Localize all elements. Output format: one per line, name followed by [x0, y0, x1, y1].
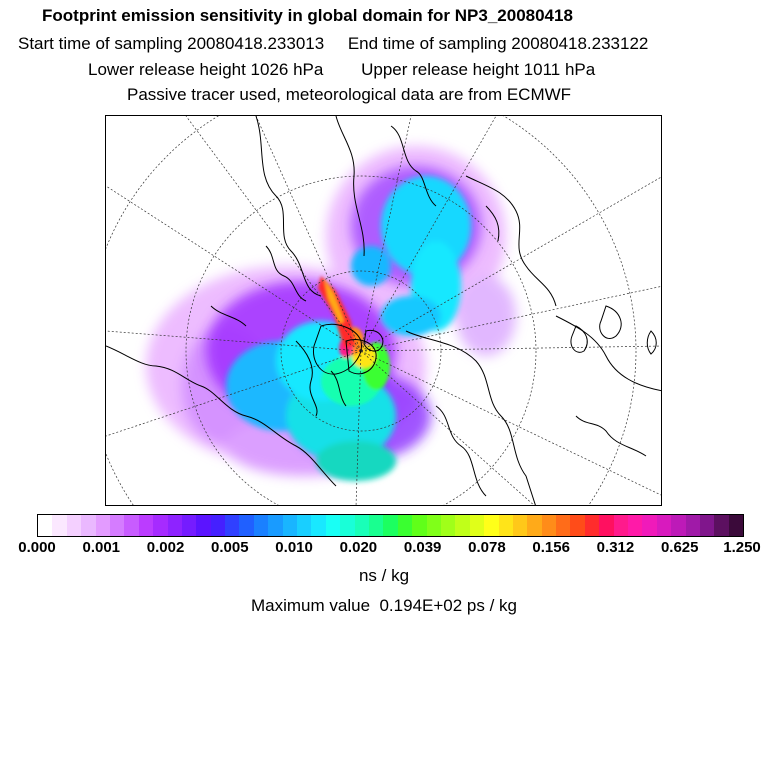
colorbar-tick-label: 0.020 [339, 539, 378, 556]
colorbar-tick-label: 0.078 [468, 539, 506, 556]
colorbar-swatch [628, 515, 642, 536]
colorbar-swatch [81, 515, 95, 536]
colorbar-swatch [441, 515, 455, 536]
colorbar-swatch [484, 515, 498, 536]
colorbar-swatch [542, 515, 556, 536]
colorbar-swatch [124, 515, 138, 536]
colorbar-tick-label: 0.010 [275, 539, 313, 556]
colorbar-swatch [499, 515, 513, 536]
colorbar-swatch [225, 515, 239, 536]
colorbar-swatch [297, 515, 311, 536]
colorbar-tick-label: 0.625 [660, 539, 699, 556]
colorbar-tick-label: 0.156 [532, 539, 570, 556]
colorbar-swatch [110, 515, 124, 536]
colorbar-tick-label: 1.250 [723, 539, 761, 556]
colorbar-swatch [67, 515, 81, 536]
map-title: Footprint emission sensitivity in global domain for NP3_20080418 [42, 6, 573, 25]
colorbar-swatch [614, 515, 628, 536]
colorbar-swatch [700, 515, 714, 536]
colorbar [37, 514, 744, 537]
colorbar-swatch [254, 515, 268, 536]
colorbar-swatch [513, 515, 527, 536]
colorbar-tick-label: 0.001 [82, 539, 121, 556]
sampling-time-line: Start time of sampling 20080418.233013 End time of sampling 20080418.233122 [18, 34, 649, 53]
colorbar-swatch [38, 515, 52, 536]
colorbar-unit: ns / kg [358, 566, 410, 585]
colorbar-swatch [671, 515, 685, 536]
colorbar-swatch [311, 515, 325, 536]
colorbar-swatch [153, 515, 167, 536]
release-height-line: Lower release height 1026 hPa Upper release height 1011 hPa [88, 60, 596, 79]
colorbar-tick-label: 0.039 [403, 539, 442, 556]
colorbar-swatch [340, 515, 354, 536]
colorbar-tick-label: 0.312 [596, 539, 635, 556]
colorbar-swatch [714, 515, 728, 536]
colorbar-tick-label: 0.002 [146, 539, 185, 556]
colorbar-swatch [398, 515, 412, 536]
colorbar-swatch [268, 515, 282, 536]
colorbar-swatch [570, 515, 584, 536]
colorbar-swatch [599, 515, 613, 536]
colorbar-swatch [455, 515, 469, 536]
colorbar-swatch [527, 515, 541, 536]
colorbar-swatch [96, 515, 110, 536]
colorbar-swatch [139, 515, 153, 536]
sensitivity-field [146, 146, 516, 481]
colorbar-swatch [239, 515, 253, 536]
colorbar-tick-label: 0.005 [211, 539, 249, 556]
tracer-info-line: Passive tracer used, meteorological data are from ECMWF [127, 85, 572, 104]
colorbar-swatch [196, 515, 210, 536]
colorbar-swatch [642, 515, 656, 536]
colorbar-swatch [585, 515, 599, 536]
colorbar-swatch [412, 515, 426, 536]
colorbar-swatch [369, 515, 383, 536]
colorbar-swatch [182, 515, 196, 536]
map-canvas [106, 116, 662, 506]
colorbar-swatch [326, 515, 340, 536]
map-panel [105, 115, 662, 506]
colorbar-swatch [283, 515, 297, 536]
colorbar-swatch [355, 515, 369, 536]
colorbar-swatch [427, 515, 441, 536]
colorbar-swatch [470, 515, 484, 536]
colorbar-swatch [729, 515, 743, 536]
colorbar-swatch [556, 515, 570, 536]
colorbar-swatch [211, 515, 225, 536]
colorbar-swatch [383, 515, 397, 536]
colorbar-swatch [52, 515, 66, 536]
colorbar-swatch [168, 515, 182, 536]
colorbar-swatch [686, 515, 700, 536]
colorbar-tick-label: 0.000 [18, 539, 56, 556]
colorbar-swatch [657, 515, 671, 536]
maximum-value: Maximum value 0.194E+02 ps / kg [251, 596, 517, 615]
